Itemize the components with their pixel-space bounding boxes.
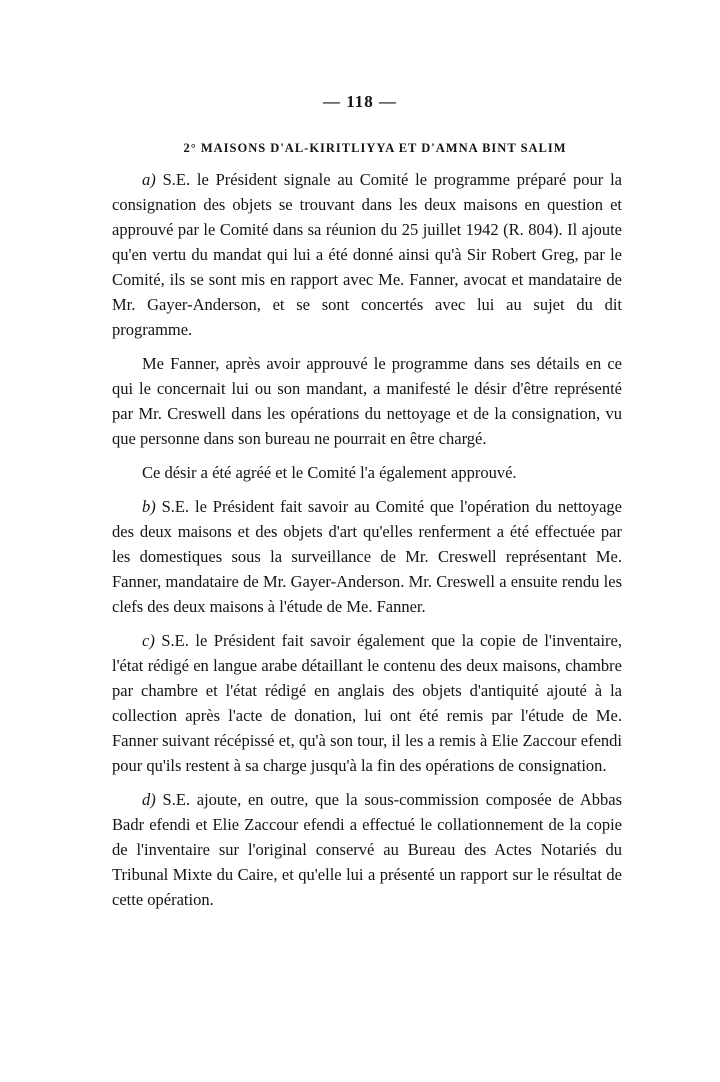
paragraph-text: S.E. ajoute, en outre, que la sous-commission composée de Abbas Badr efendi et Elie Zaccour efendi a effectué le collationnement de la copie de l'inventaire sur l'original conservé au Bureau des Actes Notariés du Tribunal Mixte du Caire, et qu'elle lui a présenté un rapport sur le résultat de cette opération. [112, 790, 623, 909]
paragraph-marker: d) [142, 790, 156, 809]
paragraph-text: S.E. le Président fait savoir au Comité que l'opération du nettoyage des deux maisons et des objets d'art qu'elles renferment a été effectuée par les domestiques sous la surveillance de Mr. Creswell représentant Me. Fanner, mandataire de Mr. Gayer-Anderson. Mr. Creswell a ensuite rendu les clefs des deux maisons à l'étude de Me. Fanner. [112, 497, 622, 616]
paragraph-marker: a) [142, 170, 156, 189]
paragraph-text: Me Fanner, après avoir approuvé le programme dans ses détails en ce qui le concernait lui ou son mandant, a manifesté le désir d'être représenté par Mr. Creswell dans les opérations du nettoyage et de la consignation, vu que personne dans son bureau ne pourrait en être chargé. [112, 354, 622, 448]
paragraph-approval [112, 460, 622, 485]
paragraph-c [112, 628, 622, 778]
paragraph-text: S.E. le Président signale au Comité le programme préparé pour la consignation des objets se trouvant dans les deux maisons en question et approuvé par le Comité dans sa réunion du 25 juillet 1942 (R. 804). Il ajoute qu'en vertu du mandat qui lui a été donné ainsi qu'à Sir Robert Greg, par le Comité, ils se sont mis en rapport avec Me. Fanner, avocat et mandataire de Mr. Gayer-Anderson, et se sont concertés avec lui au sujet du dit programme. [112, 170, 623, 339]
paragraph-text: Ce désir a été agréé et le Comité l'a également approuvé. [142, 463, 517, 482]
paragraph-marker: c) [142, 631, 155, 650]
paragraph-marker: b) [142, 497, 156, 516]
page-number: — 118 — [322, 92, 398, 111]
document-body [112, 167, 622, 921]
paragraph-a [112, 167, 622, 342]
paragraph-d [112, 787, 622, 912]
paragraph-fanner [112, 351, 622, 451]
section-heading: 2° MAISONS D'AL-KIRITLIYYA ET D'AMNA BINT SALIM [183, 141, 567, 155]
paragraph-b [112, 494, 622, 619]
paragraph-text: S.E. le Président fait savoir également que la copie de l'inventaire, l'état rédigé en langue arabe détaillant le contenu des deux maisons, chambre par chambre et l'état rédigé en anglais des objets d'antiquité ajouté à la collection après l'acte de donation, lui ont été remis par l'étude de Me. Fanner suivant récépissé et, qu'à son tour, il les a remis à Elie Zaccour efendi pour qu'ils restent à sa charge jusqu'à la fin des opérations de consignation. [112, 631, 622, 775]
